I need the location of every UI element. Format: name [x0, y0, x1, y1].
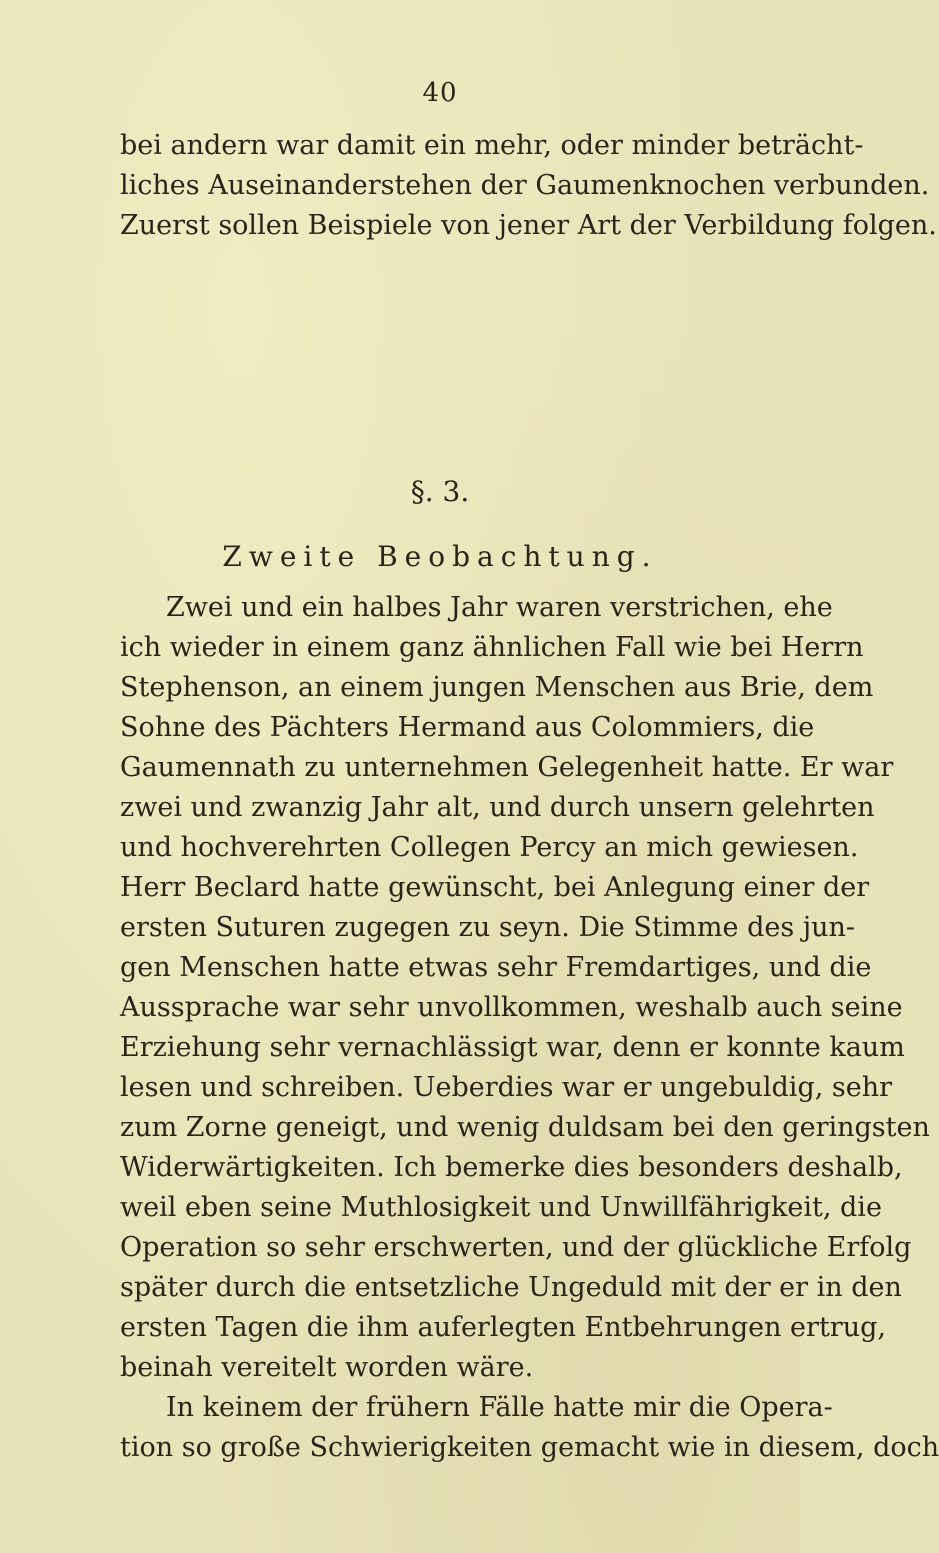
intro-line-1: bei andern war damit ein mehr, oder minder beträcht-	[120, 130, 864, 161]
body-line-11: Aussprache war sehr unvollkommen, weshalb auch seine	[120, 992, 903, 1023]
body-line-14: zum Zorne geneigt, und wenig duldsam bei den geringsten	[120, 1112, 930, 1143]
body-line-22: tion so große Schwierigkeiten gemacht wie in diesem, doch	[120, 1432, 939, 1463]
body-line-16: weil eben seine Muthlosigkeit und Unwillfährigkeit, die	[120, 1192, 882, 1223]
body-line-8: Herr Beclard hatte gewünscht, bei Anlegung einer der	[120, 872, 870, 903]
body-line-4: Sohne des Pächters Hermand aus Colommiers, die	[120, 712, 815, 743]
body-line-15: Widerwärtigkeiten. Ich bemerke dies besonders deshalb,	[120, 1152, 903, 1183]
body-line-1: Zwei und ein halbes Jahr waren verstrichen, ehe	[166, 592, 833, 623]
body-line-18: später durch die entsetzliche Ungeduld mit der er in den	[120, 1272, 902, 1303]
body-line-3: Stephenson, an einem jungen Menschen aus Brie, dem	[120, 672, 874, 703]
body-line-9: ersten Suturen zugegen zu seyn. Die Stimme des jun-	[120, 912, 856, 943]
page-number: 40	[422, 78, 458, 108]
body-line-7: und hochverehrten Collegen Percy an mich gewiesen.	[120, 832, 859, 863]
body-line-13: lesen und schreiben. Ueberdies war er ungebuldig, sehr	[120, 1072, 893, 1103]
intro-line-3: Zuerst sollen Beispiele von jener Art der Verbildung folgen.	[120, 210, 937, 241]
body-line-17: Operation so sehr erschwerten, und der glückliche Erfolg	[120, 1232, 912, 1263]
body-line-5: Gaumennath zu unternehmen Gelegenheit hatte. Er war	[120, 752, 894, 783]
body-line-2: ich wieder in einem ganz ähnlichen Fall wie bei Herrn	[120, 632, 864, 663]
section-title: Zweite Beobachtung.	[222, 540, 658, 573]
body-line-20: beinah vereitelt worden wäre.	[120, 1352, 534, 1383]
body-line-21: In keinem der frühern Fälle hatte mir die Opera-	[166, 1392, 833, 1423]
section-number: §. 3.	[410, 475, 470, 508]
body-line-12: Erziehung sehr vernachlässigt war, denn er konnte kaum	[120, 1032, 905, 1063]
body-line-19: ersten Tagen die ihm auferlegten Entbehrungen ertrug,	[120, 1312, 886, 1343]
body-line-6: zwei und zwanzig Jahr alt, und durch unsern gelehrten	[120, 792, 875, 823]
intro-line-2: liches Auseinanderstehen der Gaumenknochen verbunden.	[120, 170, 930, 201]
body-line-10: gen Menschen hatte etwas sehr Fremdartiges, und die	[120, 952, 872, 983]
